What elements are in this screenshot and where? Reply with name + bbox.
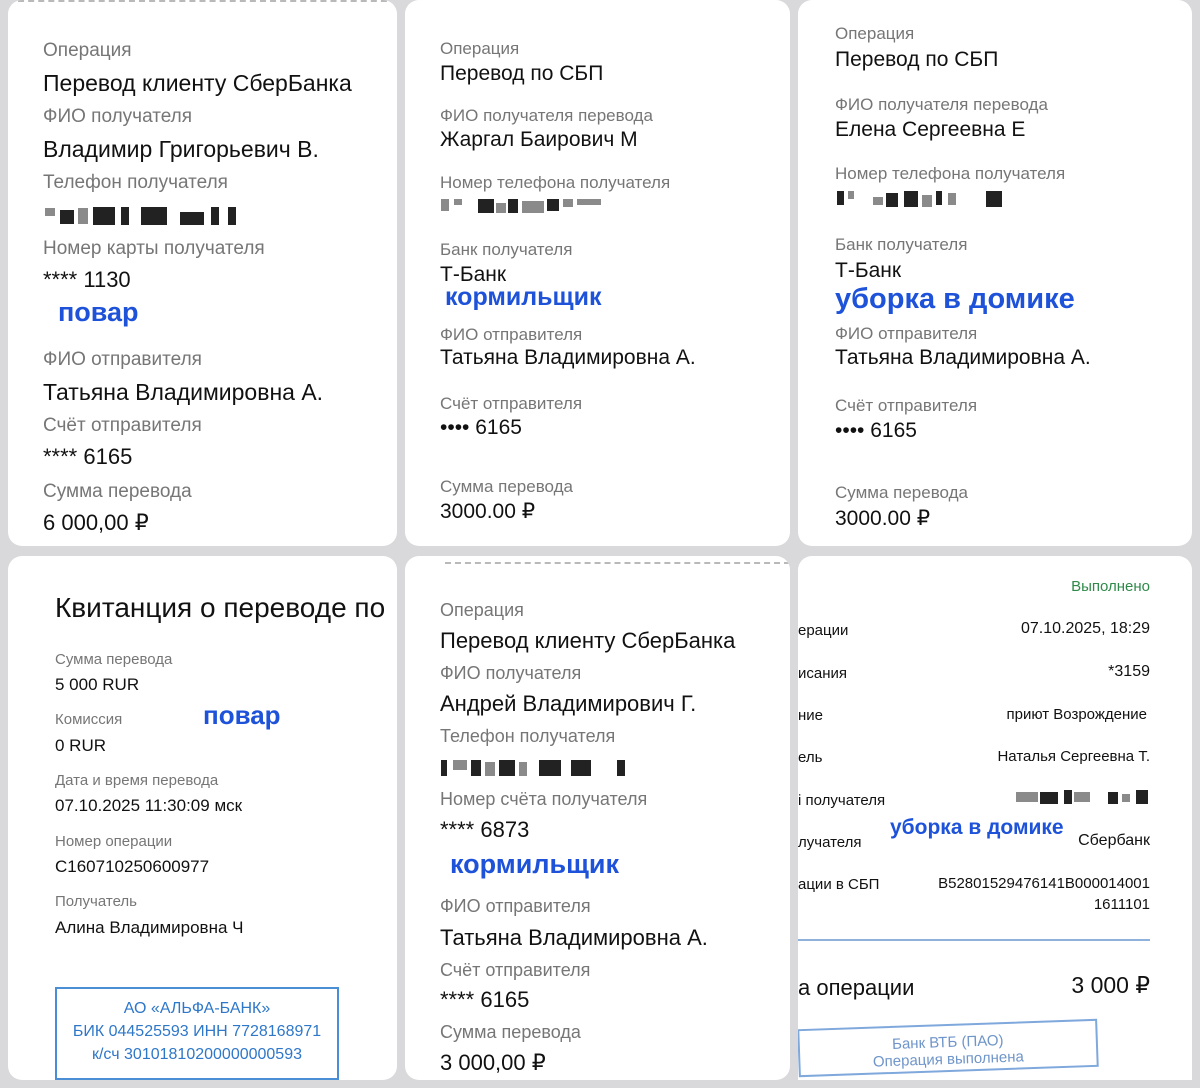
bank-value: Т-Банк xyxy=(440,263,507,286)
sender-account-value: **** 6165 xyxy=(43,444,133,469)
sender-account-value: •••• 6165 xyxy=(835,419,917,442)
sender-account-value: •••• 6165 xyxy=(440,416,522,439)
row-4-value: Наталья Сергеевна Т. xyxy=(997,748,1150,765)
row-4-label: ель xyxy=(798,749,823,766)
phone-label: Номер телефона получателя xyxy=(835,164,1066,183)
receipt-sbp-panel-3 xyxy=(798,0,1192,546)
operation-value: Перевод клиенту СберБанка xyxy=(43,70,352,96)
operation-label: Операция xyxy=(43,40,132,61)
row-6-value: Сбербанк xyxy=(1078,832,1150,849)
bank-label: Банк получателя xyxy=(835,235,968,254)
recipient-label: ФИО получателя xyxy=(440,663,582,683)
bank-label: Банк получателя xyxy=(440,240,573,259)
phone-label: Номер телефона получателя xyxy=(440,173,671,192)
sender-account-label: Счёт отправителя xyxy=(440,960,591,980)
stamp-line-1: Банк ВТБ (ПАО) xyxy=(891,1032,1004,1053)
amount-value: 6 000,00 ₽ xyxy=(43,510,149,535)
sender-account-label: Счёт отправителя xyxy=(835,396,978,415)
receipt-vtb-panel-6 xyxy=(798,556,1192,1080)
recipient-value: Владимир Григорьевич В. xyxy=(43,136,319,162)
operation-value: Перевод клиенту СберБанка xyxy=(440,628,736,653)
amount-label: Сумма перевода xyxy=(835,483,969,502)
annotation-label: кормильщик xyxy=(450,849,620,879)
stamp-line-1: АО «АЛЬФА-БАНК» xyxy=(123,1000,271,1017)
row-2-value: *3159 xyxy=(1108,663,1150,680)
annotation-label: уборка в домике xyxy=(835,283,1075,315)
recipient-label: ФИО получателя xyxy=(43,106,193,127)
receipt-title: Квитанция о переводе по xyxy=(55,592,386,623)
phone-label: Телефон получателя xyxy=(43,172,228,193)
sender-value: Татьяна Владимировна А. xyxy=(440,925,708,950)
operation-label: Операция xyxy=(440,39,520,58)
fee-value: 0 RUR xyxy=(55,736,107,755)
receipt-sbp-panel-2 xyxy=(405,0,790,546)
recipient-label: ФИО получателя перевода xyxy=(835,95,1048,114)
sender-label: ФИО отправителя xyxy=(43,349,202,370)
tear-edge xyxy=(445,562,790,564)
bank-stamp xyxy=(55,987,339,1080)
tear-edge xyxy=(8,0,397,2)
phone-label: Телефон получателя xyxy=(440,726,616,746)
amount-label: Сумма перевода xyxy=(440,477,574,496)
annotation-label: повар xyxy=(203,700,281,730)
sender-value: Татьяна Владимировна А. xyxy=(835,346,1091,369)
operation-number-value: C160710250600977 xyxy=(55,857,210,876)
amount-label: Сумма перевода xyxy=(440,1022,581,1042)
annotation-label: повар xyxy=(58,297,139,327)
sender-value: Татьяна Владимировна А. xyxy=(43,379,324,405)
sender-label: ФИО отправителя xyxy=(440,325,583,344)
operation-label: Операция xyxy=(835,24,915,43)
recipient-label: ФИО получателя перевода xyxy=(440,106,653,125)
card-label: Номер карты получателя xyxy=(43,238,265,259)
sender-account-label: Счёт отправителя xyxy=(440,394,583,413)
stamp-line-3: к/сч 30101810200000000593 xyxy=(91,1046,302,1063)
row-2-label: исания xyxy=(798,665,848,682)
row-7-value-line-1: B52801529476141B000014001 xyxy=(938,875,1150,892)
bank-value: Т-Банк xyxy=(835,259,902,282)
row-7-label: ации в СБП xyxy=(798,876,880,893)
amount-value: 3000.00 ₽ xyxy=(835,507,931,530)
amount-label: Сумма перевода xyxy=(43,481,192,502)
row-6-label: лучателя xyxy=(798,834,862,851)
receipt-sber-panel-1 xyxy=(8,0,397,546)
operation-value: Перевод по СБП xyxy=(440,62,604,85)
amount-value: 3 000,00 ₽ xyxy=(440,1050,546,1075)
operation-value: Перевод по СБП xyxy=(835,48,999,71)
row-3-value: приют Возрождение xyxy=(1006,706,1147,723)
operation-number-label: Номер операции xyxy=(55,833,173,850)
row-3-label: ние xyxy=(798,707,824,724)
recipient-label: Получатель xyxy=(55,893,137,910)
receipt-alfa-panel-4 xyxy=(8,556,397,1080)
sender-label: ФИО отправителя xyxy=(440,896,591,916)
annotation-label: кормильщик xyxy=(445,283,602,311)
stamp-line-2: Операция выполнена xyxy=(872,1048,1025,1071)
card-value: **** 1130 xyxy=(43,267,131,292)
amount-value: 5 000 RUR xyxy=(55,675,140,694)
row-1-value: 07.10.2025, 18:29 xyxy=(1020,620,1150,637)
receipt-sber-panel-5 xyxy=(405,556,790,1080)
row-7-value-line-2: 1611101 xyxy=(1093,896,1150,913)
sender-label: ФИО отправителя xyxy=(835,324,978,343)
row-5-label: і получателя xyxy=(798,792,886,809)
total-value: 3 000 ₽ xyxy=(1071,972,1150,998)
bank-stamp xyxy=(798,1019,1099,1077)
sender-value: Татьяна Владимировна А. xyxy=(440,346,696,369)
annotation-label: уборка в домике xyxy=(890,816,1064,839)
amount-value: 3000.00 ₽ xyxy=(440,500,536,523)
recipient-value: Андрей Владимирович Г. xyxy=(440,691,697,716)
stamp-line-2: БИК 044525593 ИНН 7728168971 xyxy=(72,1023,322,1040)
recipient-value: Алина Владимировна Ч xyxy=(55,918,244,937)
sender-account-label: Счёт отправителя xyxy=(43,415,202,436)
amount-label: Сумма перевода xyxy=(55,651,173,668)
recipient-account-label: Номер счёта получателя xyxy=(440,789,648,809)
fee-label: Комиссия xyxy=(55,711,123,728)
recipient-value: Жаргал Баирович М xyxy=(440,128,638,151)
total-label: а операции xyxy=(798,975,915,1000)
status-badge: Выполнено xyxy=(1071,578,1150,595)
row-1-label: ерации xyxy=(798,622,849,639)
operation-label: Операция xyxy=(440,600,524,620)
sender-account-value: **** 6165 xyxy=(440,987,530,1012)
datetime-value: 07.10.2025 11:30:09 мск xyxy=(55,796,243,815)
datetime-label: Дата и время перевода xyxy=(55,772,219,789)
recipient-account-value: **** 6873 xyxy=(440,817,530,842)
recipient-value: Елена Сергеевна Е xyxy=(835,118,1026,141)
divider xyxy=(798,939,1150,941)
